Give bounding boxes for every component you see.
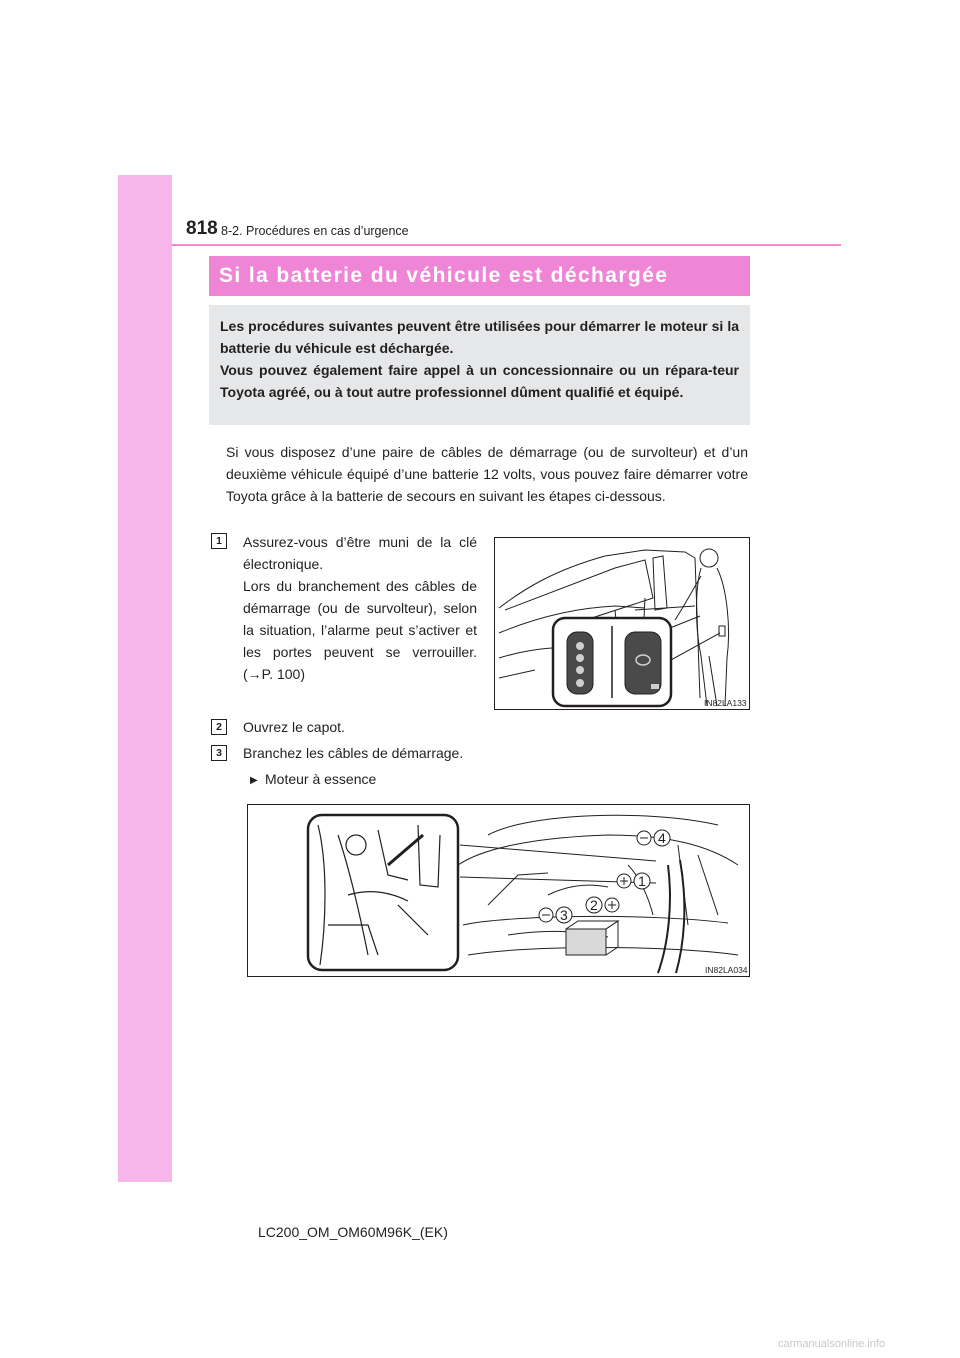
callout-2: 2	[590, 897, 598, 913]
title-bar	[209, 256, 750, 296]
car-door-illustration	[495, 538, 749, 709]
step-number-2: 2	[211, 719, 227, 735]
smart-key-figure	[494, 537, 750, 710]
page-title: Si la batterie du véhicule est déchargée	[219, 264, 669, 287]
sidebar-tab	[118, 175, 172, 1182]
watermark: carmanualsonline.info	[778, 1338, 886, 1350]
callout-4: 4	[658, 830, 666, 846]
page-number: 818	[186, 218, 218, 239]
step-number-3: 3	[211, 745, 227, 761]
body-paragraph: Si vous disposez d’une paire de câbles de démarrage (ou de survolteur) et d’un deuxième véhicule équipé d’une batterie 12 volts, vous pouvez faire démarrer votre Toyota grâce à la batterie de secours en suivant les étapes ci-dessous.	[226, 444, 748, 504]
callout-1: 1	[638, 873, 646, 889]
step-2-text: Ouvrez le capot.	[243, 719, 345, 735]
bullet-gasoline-engine	[250, 768, 376, 792]
step-1-line-2: Lors du branchement des câbles de démarrage (ou de survolteur), selon la situation, l’alarme peut s’activer et les portes peuvent se verrouiller. (→P. 100)	[243, 578, 477, 682]
engine-bay-figure	[247, 804, 750, 977]
figure-code-2: IN82LA034	[705, 965, 748, 975]
intro-paragraph-2: Vous pouvez également faire appel à un concessionnaire ou un répara-teur Toyota agréé, ou à tout autre professionnel dûment qualifié et équipé.	[220, 362, 739, 400]
step-number-1: 1	[211, 533, 227, 549]
callout-3: 3	[560, 907, 568, 923]
step-1-text	[243, 531, 477, 685]
step-3-text: Branchez les câbles de démarrage.	[243, 745, 464, 761]
footer-code: LC200_OM_OM60M96K_(EK)	[258, 1224, 448, 1240]
intro-paragraph-1: Les procédures suivantes peuvent être utilisées pour démarrer le moteur si la batterie du véhicule est déchargée.	[220, 318, 739, 356]
step-1-line-1: Assurez-vous d’être muni de la clé électronique.	[243, 534, 477, 572]
intro-box	[209, 305, 750, 425]
header-rule	[172, 244, 841, 246]
section-label: 8-2. Procédures en cas d’urgence	[221, 224, 409, 238]
bullet-arrow-icon: ▶	[250, 775, 258, 786]
engine-bay-illustration	[248, 805, 749, 976]
bullet-label: Moteur à essence	[265, 771, 377, 787]
figure-code-1: IN82LA133	[704, 698, 747, 708]
